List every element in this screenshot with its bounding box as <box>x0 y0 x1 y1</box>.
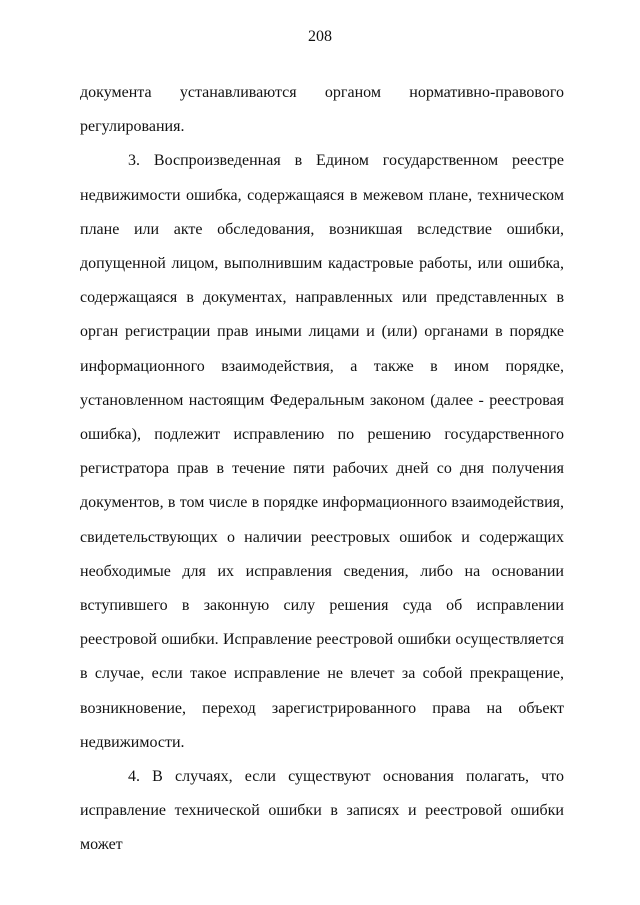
paragraph-continuation: документа устанавливаются органом нормативно-правового регулирования. <box>80 84 564 136</box>
document-body <box>80 76 564 863</box>
page-number: 208 <box>308 28 332 45</box>
paragraph-item-3: 3. Воспроизведенная в Едином государственном реестре недвижимости ошибка, содержащаяся в межевом плане, техническом плане или акте обследования, возникшая вследствие ошибки, допущенной лицом, выполнившим кадастровые работы, или ошибка, содержащаяся в документах, направленных или представленных в орган регистрации прав иными лицами и (или) органами в порядке информационного взаимодействия, а также в ином порядке, установленном настоящим Федеральным законом (далее - реестровая ошибка), подлежит исправлению по решению государственного регистратора прав в течение пяти рабочих дней со дня получения документов, в том числе в порядке информационного взаимодействия, свидетельствующих о наличии реестровых ошибок и содержащих необходимые для их исправления сведения, либо на основании вступившего в законную силу решения суда об исправлении реестровой ошибки. Исправление реестровой ошибки осуществляется в случае, если такое исправление не влечет за собой прекращение, возникновение, переход зарегистрированного права на объект недвижимости. <box>80 152 564 751</box>
paragraph-item-4: 4. В случаях, если существуют основания полагать, что исправление технической ошибки в записях и реестровой ошибки может <box>80 768 564 854</box>
